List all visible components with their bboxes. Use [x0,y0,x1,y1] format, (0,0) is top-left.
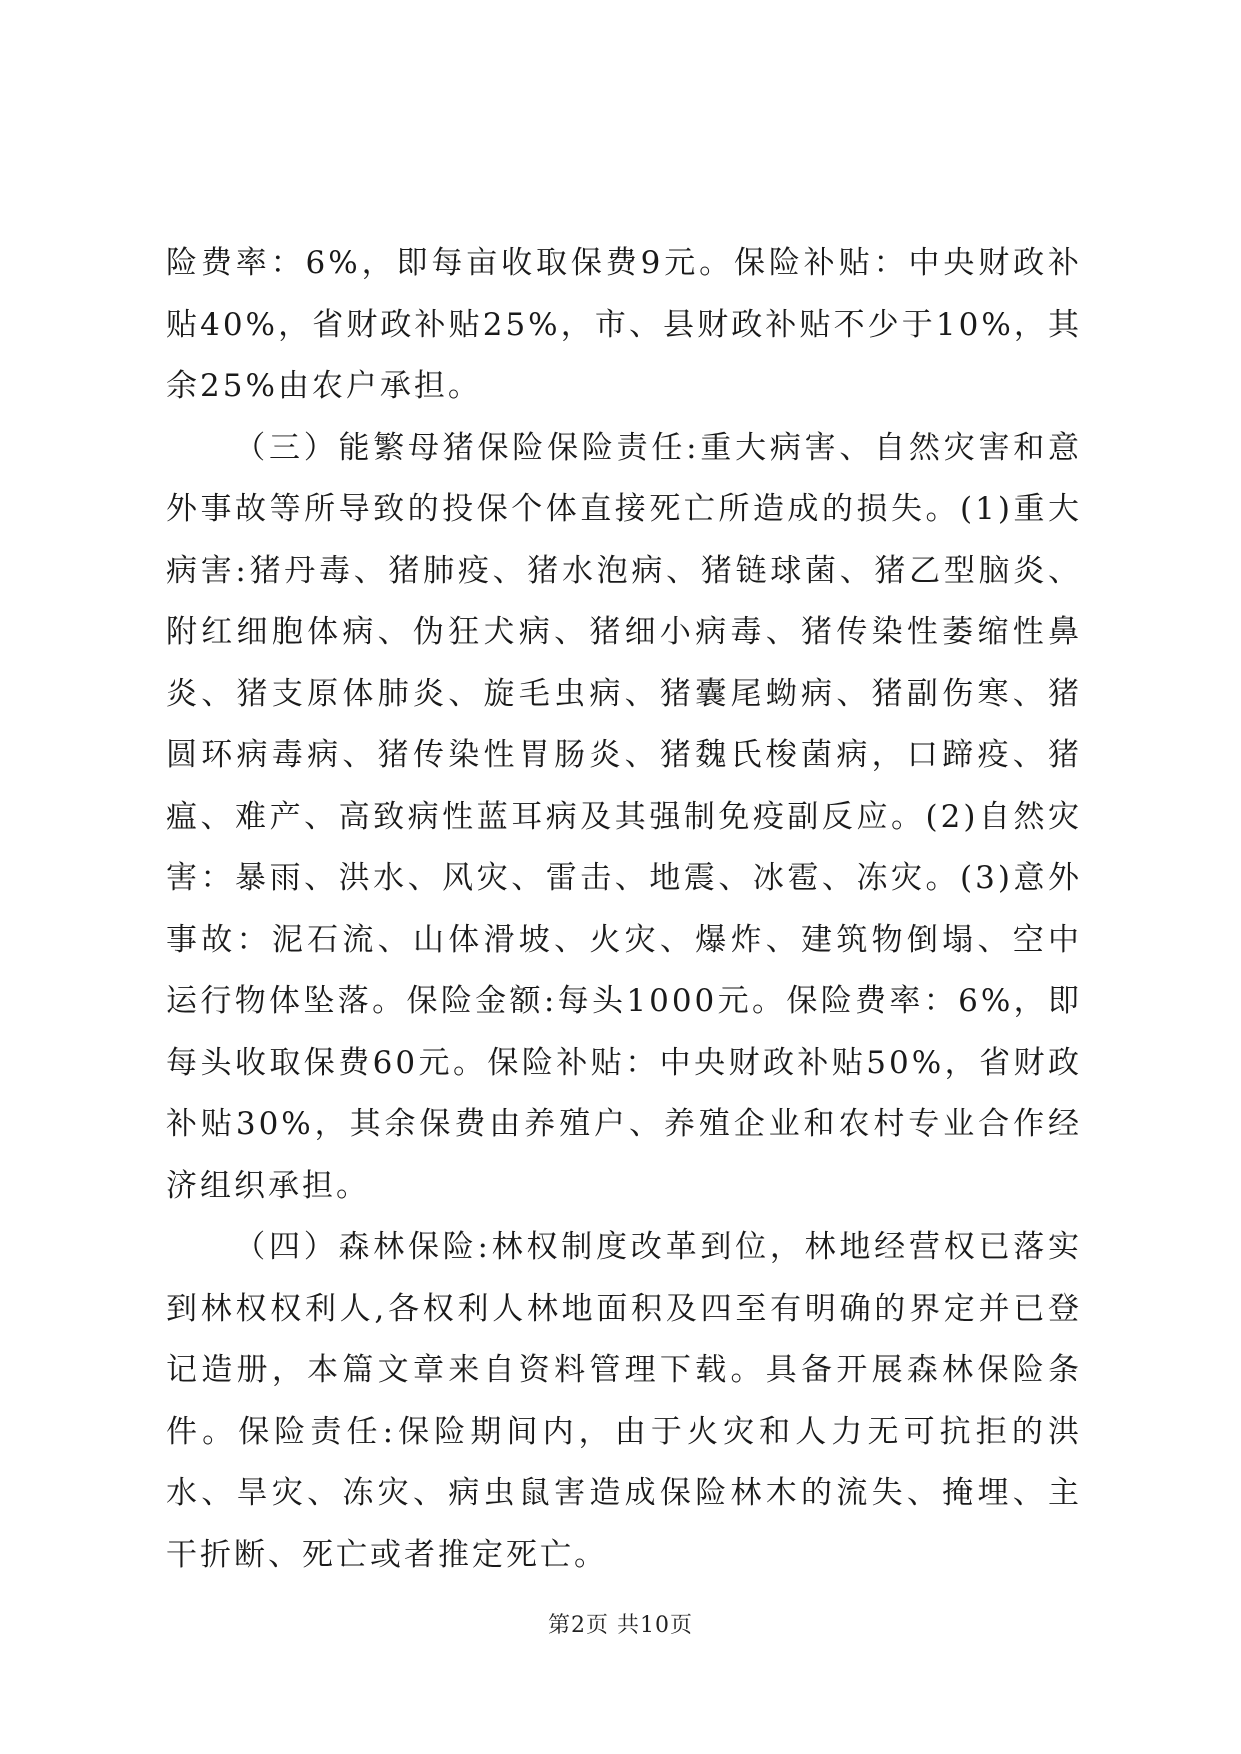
paragraph-premium-rate: 险费率：6%，即每亩收取保费9元。保险补贴：中央财政补贴40%，省财政补贴25%，市、县财政补贴不少于10%，其余25%由农户承担。 [166,245,1082,404]
document-body [166,233,1082,1586]
page-number-footer: 第2页 共10页 [548,1613,693,1638]
paragraph-sow-insurance: （三）能繁母猪保险保险责任:重大病害、自然灾害和意外事故等所导致的投保个体直接死亡所造成的损失。(1)重大病害:猪丹毒、猪肺疫、猪水泡病、猪链球菌、猪乙型脑炎、附红细胞体病、伪狂犬病、猪细小病毒、猪传染性萎缩性鼻炎、猪支原体肺炎、旋毛虫病、猪囊尾蚴病、猪副伤寒、猪圆环病毒病、猪传染性胃肠炎、猪魏氏梭菌病，口蹄疫、猪瘟、难产、高致病性蓝耳病及其强制免疫副反应。(2)自然灾害：暴雨、洪水、风灾、雷击、地震、冰雹、冻灾。(3)意外事故：泥石流、山体滑坡、火灾、爆炸、建筑物倒塌、空中运行物体坠落。保险金额:每头1000元。保险费率：6%，即每头收取保费60元。保险补贴：中央财政补贴50%，省财政补贴30%，其余保费由养殖户、养殖企业和农村专业合作经济组织承担。 [166,429,1082,1204]
paragraph-forest-insurance: （四）森林保险:林权制度改革到位，林地经营权已落实到林权权利人,各权利人林地面积及四至有明确的界定并已登记造册，本篇文章来自资料管理下载。具备开展森林保险条件。保险责任:保险期间内，由于火灾和人力无可抗拒的洪水、旱灾、冻灾、病虫鼠害造成保险林木的流失、掩埋、主干折断、死亡或者推定死亡。 [166,1229,1082,1573]
